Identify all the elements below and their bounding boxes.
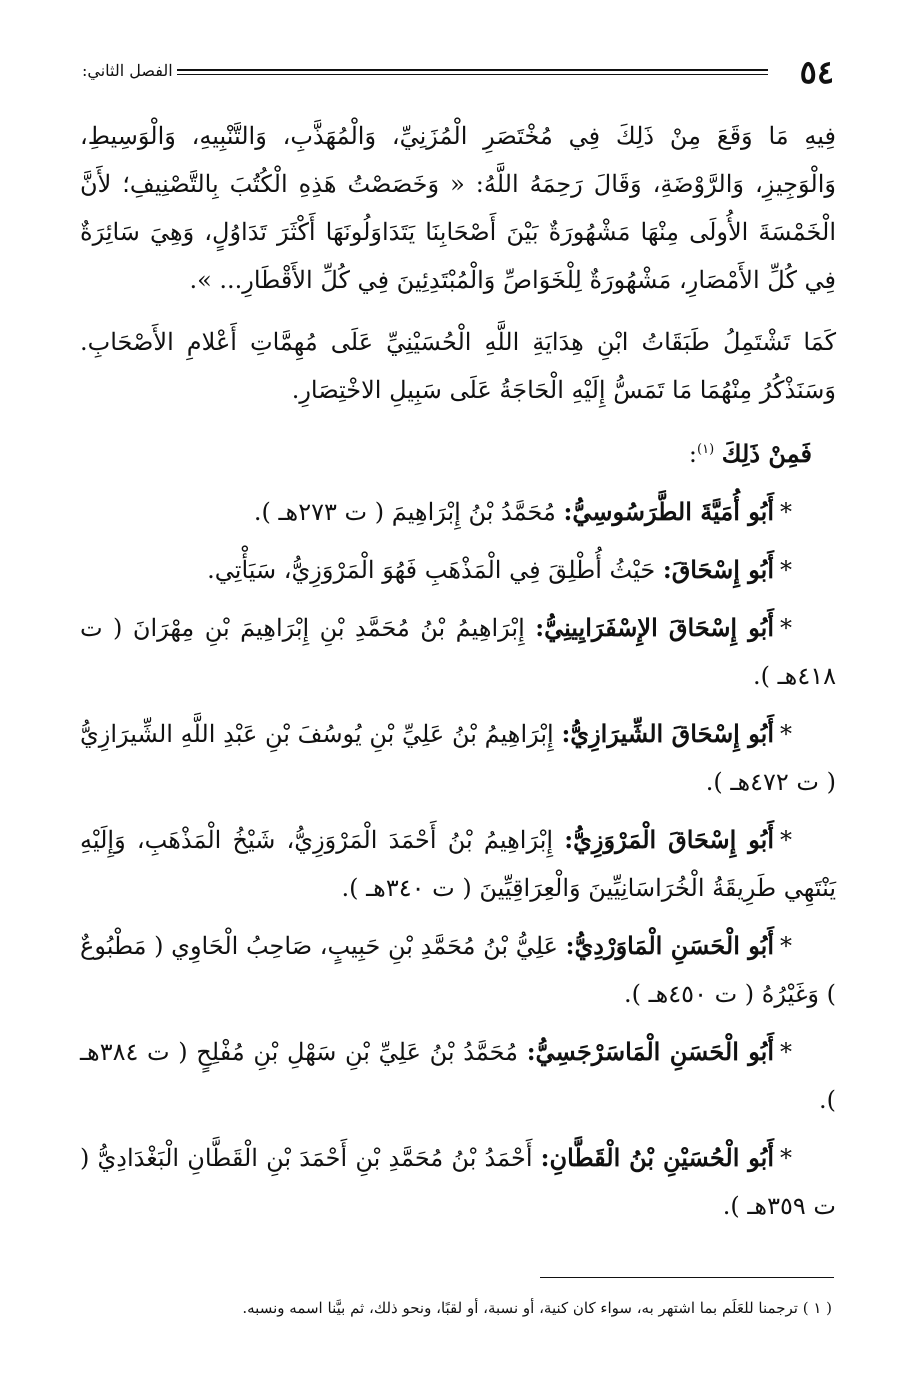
entry-text: حَيْثُ أُطْلِقَ فِي الْمَذْهَبِ فَهُوَ الْمَرْوَزِيُّ، سَيَأْتِي. bbox=[207, 556, 663, 584]
entry-item bbox=[80, 1134, 836, 1230]
page-header bbox=[82, 52, 834, 92]
footnote: ( ١ ) ترجمنا للعَلَم بما اشتهر به، سواء كان كنية، أو نسبة، أو لقبًا، ونحو ذلك، ثم بيَّنا اسمه ونسبه. bbox=[242, 1299, 832, 1317]
entry-name: أَبُو إِسْحَاقَ الإِسْفَرَايِينِيُّ: bbox=[535, 613, 775, 642]
entry-name: أَبُو الْحَسَنِ الْمَاوَرْدِيُّ: bbox=[565, 931, 774, 960]
entries-lead-colon: : bbox=[688, 440, 698, 468]
entry-name: أَبُو إِسْحَاقَ: bbox=[662, 555, 774, 584]
entry-text: مُحَمَّدُ بْنُ عَلِيِّ بْنِ سَهْلِ بْنِ مُفْلِحٍ ( ت ٣٨٤هـ ). bbox=[80, 1038, 836, 1114]
entry-item bbox=[80, 604, 836, 700]
entry-name: أَبُو إِسْحَاقَ الْمَرْوَزِيُّ: bbox=[564, 825, 774, 854]
entry-name: أَبُو إِسْحَاقَ الشِّيرَازِيُّ: bbox=[561, 719, 775, 748]
entry-item bbox=[80, 922, 836, 1018]
entry-text: إِبْرَاهِيمُ بْنُ أَحْمَدَ الْمَرْوَزِيُّ، شَيْخُ الْمَذْهَبِ، وَإِلَيْهِ يَنْتَهِي طَرِيقَةُ الْخُرَاسَانِيِّينَ وَالْعِرَاقِيِّينَ ( ت ٣٤٠هـ ). bbox=[80, 826, 836, 902]
footnote-separator bbox=[540, 1277, 834, 1278]
bullet-star: * bbox=[780, 556, 792, 584]
entry-item bbox=[80, 816, 836, 912]
main-text bbox=[80, 112, 836, 1230]
entry-name: أَبُو الْحُسَيْنِ بْنُ الْقَطَّانِ: bbox=[540, 1143, 774, 1172]
entry-item bbox=[80, 1028, 836, 1124]
bullet-star: * bbox=[780, 1144, 792, 1172]
entry-text: إِبْرَاهِيمُ بْنُ مُحَمَّدِ بْنِ إِبْرَاهِيمَ بْنِ مِهْرَانَ ( ت ٤١٨هـ ). bbox=[80, 614, 836, 690]
bullet-star: * bbox=[780, 720, 793, 748]
bullet-star: * bbox=[780, 498, 792, 526]
entry-text: عَلِيُّ بْنُ مُحَمَّدِ بْنِ حَبِيبٍ، صَاحِبُ الْحَاوِي ( مَطْبُوعٌ ) وَغَيْرُهُ ( ت ٤٥٠هـ ). bbox=[80, 932, 836, 1008]
intro-paragraph: فِيهِ مَا وَقَعَ مِنْ ذَلِكَ فِي مُخْتَصَرِ الْمُزَنِيِّ، وَالْمُهَذَّبِ، وَالتَّنْبِيهِ، وَالْوَسِيطِ، وَالْوَجِيزِ، وَالرَّوْضَةِ، وَقَالَ رَحِمَهُ اللَّهُ: « وَخَصَصْتُ هَذِهِ الْكُتُبَ بِالتَّصْنِيفِ؛ لأَنَّ الْخَمْسَةَ الأُولَى مِنْهَا مَشْهُورَةٌ بَيْنَ أَصْحَابِنَا يَتَدَاوَلُونَهَا أَكْثَرَ تَدَاوُلٍ، وَهِيَ سَائِرَةٌ فِي كُلِّ الأَمْصَارِ، مَشْهُورَةٌ لِلْخَوَاصِّ وَالْمُبْتَدِئِينَ فِي كُلِّ الأَقْطَارِ... ». bbox=[80, 122, 836, 294]
entry-item bbox=[80, 488, 836, 536]
entry-text: إِبْرَاهِيمُ بْنُ عَلِيِّ بْنِ يُوسُفَ بْنِ عَبْدِ اللَّهِ الشِّيرَازِيُّ ( ت ٤٧٢هـ ). bbox=[80, 720, 836, 796]
bullet-star: * bbox=[780, 932, 792, 960]
entry-name: أَبُو الْحَسَنِ الْمَاسَرْجَسِيُّ: bbox=[526, 1037, 774, 1066]
page-number: ٥٤ bbox=[799, 53, 834, 91]
entries-lead-text: فَمِنْ ذَلِكَ bbox=[721, 439, 812, 468]
entry-item bbox=[80, 546, 836, 594]
entries-lead bbox=[80, 426, 836, 478]
footnote-reference: (١) bbox=[697, 442, 715, 457]
entry-item bbox=[80, 710, 836, 806]
bullet-star: * bbox=[780, 1038, 792, 1066]
bullet-star: * bbox=[780, 826, 792, 854]
chapter-label: الفصل الثاني: bbox=[82, 61, 173, 80]
entry-text: مُحَمَّدُ بْنُ إِبْرَاهِيمَ ( ت ٢٧٣هـ ). bbox=[253, 498, 564, 526]
second-paragraph: كَمَا تَشْتَمِلُ طَبَقَاتُ ابْنِ هِدَايَةِ اللَّهِ الْحُسَيْنِيِّ عَلَى مُهِمَّاتِ أَعْلامِ الأَصْحَابِ. وَسَنَذْكُرُ مِنْهُمَا مَا تَمَسُّ إِلَيْهِ الْحَاجَةُ عَلَى سَبِيلِ الاخْتِصَارِ. bbox=[80, 328, 836, 404]
entry-name: أَبُو أُمَيَّةَ الطَّرَسُوسِيُّ: bbox=[563, 497, 774, 526]
bullet-star: * bbox=[780, 614, 793, 642]
entry-text: أَحْمَدُ بْنُ مُحَمَّدِ بْنِ أَحْمَدَ بْنِ الْقَطَّانِ الْبَغْدَادِيُّ ( ت ٣٥٩هـ ). bbox=[80, 1144, 836, 1220]
header-rule bbox=[177, 69, 768, 75]
